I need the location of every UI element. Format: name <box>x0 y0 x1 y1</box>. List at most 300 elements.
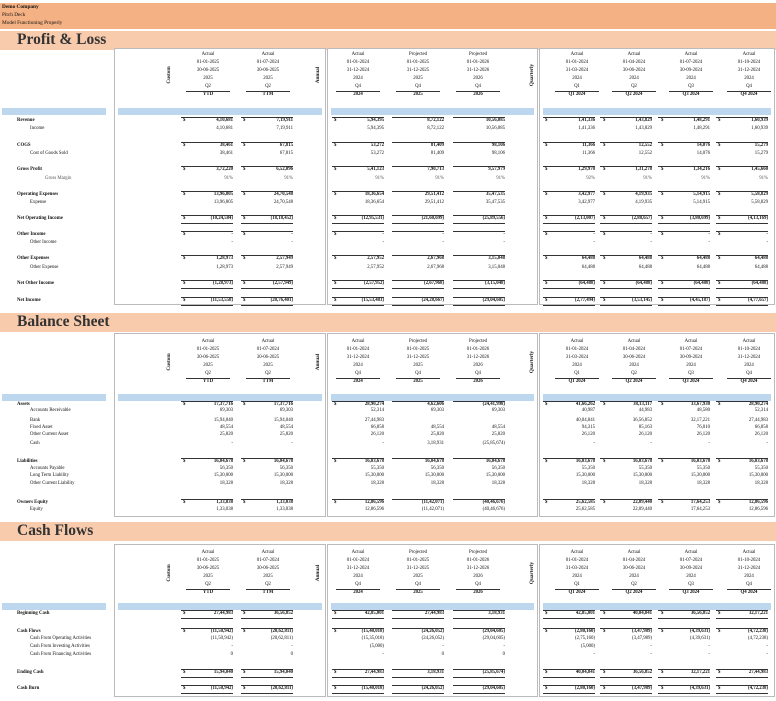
cell-value: 25,62,585 <box>575 500 595 505</box>
currency-sign: $ <box>603 298 606 303</box>
cell-rule <box>543 215 595 216</box>
cell-value: 17,37,716 <box>273 402 293 407</box>
currency-sign: $ <box>243 216 246 221</box>
cell-rule <box>332 297 384 298</box>
cell-rule <box>332 117 384 118</box>
cell-value: 15,30,000 <box>424 473 444 478</box>
cell-rule <box>392 288 444 289</box>
currency-sign: $ <box>603 611 606 616</box>
column-header: Q3 <box>688 371 694 376</box>
row-label: Other Expenses <box>17 256 50 261</box>
column-header: 01-01-2025 <box>406 60 430 65</box>
cell-rule <box>453 166 505 167</box>
column-underline <box>186 91 230 92</box>
currency-sign: $ <box>243 256 246 261</box>
cell-value: (2,57,949) <box>273 281 293 286</box>
cell-rule <box>181 142 233 143</box>
cell-rule <box>181 677 233 678</box>
currency-sign: $ <box>718 256 721 261</box>
column-header: 01-10-2024 <box>737 558 761 563</box>
cell-value: 25,62,585 <box>575 507 595 512</box>
column-header: Actual <box>570 52 584 57</box>
column-header: Projected <box>468 550 488 555</box>
cell-rule <box>332 280 384 281</box>
cell-value: 18,328 <box>581 481 595 486</box>
column-footer: 2024 <box>353 92 363 97</box>
cell-rule <box>600 280 652 281</box>
cell-rule <box>716 231 768 232</box>
cell-value: 18,328 <box>638 481 652 486</box>
cell-value: 55,350 <box>638 466 652 471</box>
column-header: 01-01-2024 <box>565 60 589 65</box>
currency-sign: $ <box>661 402 664 407</box>
currency-sign: $ <box>183 500 186 505</box>
currency-sign: $ <box>661 118 664 123</box>
currency-sign: $ <box>183 167 186 172</box>
currency-sign: $ <box>183 402 186 407</box>
cell-rule <box>658 401 710 402</box>
cell-value: 52,314 <box>370 408 384 413</box>
cell-rule <box>392 215 444 216</box>
cell-value: 7,19,911 <box>276 118 293 123</box>
cell-rule <box>600 142 652 143</box>
currency-sign: $ <box>545 298 548 303</box>
currency-sign: $ <box>545 459 548 464</box>
cell-value: 56,350 <box>219 466 233 471</box>
cell-value: 38,13,117 <box>633 402 652 407</box>
cell-value: (4,72,238) <box>748 636 768 641</box>
currency-sign: $ <box>603 118 606 123</box>
cell-value: (64,488) <box>635 281 652 286</box>
column-header: 01-10-2024 <box>737 60 761 65</box>
cell-rule <box>241 677 293 678</box>
cell-value: 12,86,596 <box>748 507 768 512</box>
column-footer: 2026 <box>473 92 483 97</box>
cell-value: 15,94,040 <box>273 670 293 675</box>
cell-value: 1,41,336 <box>578 118 595 123</box>
cell-value: 17,37,716 <box>213 402 233 407</box>
cell-rule <box>658 669 710 670</box>
currency-sign: $ <box>603 256 606 261</box>
cell-rule <box>332 215 384 216</box>
cell-rule <box>392 458 444 459</box>
cell-value: - <box>442 232 444 237</box>
cell-rule <box>716 297 768 298</box>
column-header: 31-12-2026 <box>466 566 490 571</box>
cell-value: (4,39,631) <box>690 636 710 641</box>
cell-value: (64,488) <box>578 281 595 286</box>
cell-value: 15,30,000 <box>273 473 293 478</box>
cell-value: 40,04,841 <box>632 611 652 616</box>
cell-value: 28,90,274 <box>748 402 768 407</box>
cell-value: (11,50,942) <box>210 636 233 641</box>
column-header: Actual <box>261 52 275 57</box>
currency-sign: $ <box>718 402 721 407</box>
cell-rule <box>241 610 293 611</box>
currency-sign: $ <box>661 256 664 261</box>
cell-value: 14,076 <box>696 151 710 156</box>
currency-sign: $ <box>661 611 664 616</box>
cell-rule <box>332 231 384 232</box>
cell-value: 18,36,654 <box>364 192 384 197</box>
currency-sign: $ <box>603 629 606 634</box>
row-label: Accounts Payable <box>30 466 65 471</box>
cell-value: 2,67,968 <box>427 256 444 261</box>
cell-value: 2,67,968 <box>427 265 444 270</box>
cell-rule <box>241 618 293 619</box>
column-footer: 2025 <box>413 379 423 384</box>
cell-value: 44,983 <box>638 408 652 413</box>
currency-sign: $ <box>545 143 548 148</box>
cell-value: 29,51,412 <box>424 192 444 197</box>
cell-rule <box>332 288 384 289</box>
cell-rule <box>453 288 505 289</box>
cell-value: 1,31,278 <box>635 167 652 172</box>
cell-value: 12,86,596 <box>748 500 768 505</box>
column-header: Q2 <box>265 84 271 89</box>
cell-rule <box>453 255 505 256</box>
cell-rule <box>332 669 384 670</box>
cell-value: 42,85,001 <box>364 611 384 616</box>
currency-sign: $ <box>334 500 337 505</box>
cell-rule <box>543 223 595 224</box>
row-label: COGS <box>17 143 31 148</box>
cell-value: 7,19,911 <box>276 126 293 131</box>
cell-value: 3,72,220 <box>216 167 233 172</box>
cell-value: 64,488 <box>696 265 710 270</box>
cell-rule <box>241 255 293 256</box>
cell-rule <box>241 191 293 192</box>
cell-value: 8,72,122 <box>427 118 444 123</box>
cell-value: - <box>291 240 293 245</box>
cell-rule <box>658 693 710 694</box>
cell-rule <box>332 628 384 629</box>
cell-rule <box>716 255 768 256</box>
cell-value: 10,56,085 <box>485 126 505 131</box>
cell-rule <box>543 288 595 289</box>
column-header: 30-06-2025 <box>196 566 220 571</box>
cell-value: 55,350 <box>754 466 768 471</box>
cell-rule <box>181 223 233 224</box>
row-label: Ending Cash <box>17 670 44 675</box>
cell-rule <box>600 297 652 298</box>
row-label: Bank <box>30 418 41 423</box>
cell-rule <box>658 685 710 686</box>
cell-rule <box>600 401 652 402</box>
currency-sign: $ <box>183 629 186 634</box>
cell-value: 53,272 <box>370 151 384 156</box>
cell-value: 91% <box>224 176 233 181</box>
cell-value: - <box>708 240 710 245</box>
cell-rule <box>181 297 233 298</box>
cell-value: 5,14,915 <box>693 200 710 205</box>
cell-value: 91% <box>375 176 384 181</box>
cell-value: (29,04,605) <box>482 298 505 303</box>
column-underline <box>246 91 290 92</box>
column-header: 01-01-2025 <box>196 60 220 65</box>
cell-value: 18,328 <box>491 481 505 486</box>
cell-rule <box>241 288 293 289</box>
row-label: Net Income <box>17 298 41 303</box>
cell-rule <box>453 231 505 232</box>
currency-sign: $ <box>661 216 664 221</box>
column-header: 31-12-2024 <box>346 68 370 73</box>
cell-rule <box>658 618 710 619</box>
cell-value: 1,28,973 <box>216 256 233 261</box>
row-label: Other Income <box>17 232 46 237</box>
column-header: Projected <box>408 52 428 57</box>
cell-rule <box>658 628 710 629</box>
cell-value: - <box>650 652 652 657</box>
deck-name: Pitch Deck <box>2 12 26 18</box>
cell-value: 27,44,983 <box>748 418 768 423</box>
cell-rule <box>716 458 768 459</box>
column-header: 01-01-2026 <box>466 558 490 563</box>
cell-value: 22,09,440 <box>632 507 652 512</box>
cell-value: 91% <box>284 176 293 181</box>
column-footer: Q1 2024 <box>568 379 586 384</box>
currency-sign: $ <box>603 192 606 197</box>
currency-sign: $ <box>545 611 548 616</box>
currency-sign: $ <box>545 629 548 634</box>
column-header: Q4 <box>415 84 421 89</box>
column-header: 2025 <box>263 76 273 81</box>
cell-value: - <box>650 644 652 649</box>
column-header: Q2 <box>205 582 211 587</box>
column-footer: 2024 <box>353 379 363 384</box>
cell-value: 26,120 <box>581 432 595 437</box>
cell-value: - <box>291 232 293 237</box>
column-footer: Q2 2024 <box>625 379 643 384</box>
column-header: 30-06-2025 <box>256 566 280 571</box>
column-underline <box>396 91 440 92</box>
cell-value: 18,328 <box>430 481 444 486</box>
column-header: Projected <box>468 52 488 57</box>
row-label: Revenue <box>17 118 35 123</box>
cell-value: (2,75,160) <box>575 636 595 641</box>
currency-sign: $ <box>334 281 337 286</box>
cell-value: 26,120 <box>696 432 710 437</box>
column-header: 01-01-2025 <box>196 347 220 352</box>
cell-value: 18,328 <box>754 481 768 486</box>
cell-rule <box>658 231 710 232</box>
cell-value: (24,26,052) <box>421 686 444 691</box>
column-footer: Q2 2024 <box>625 92 643 97</box>
panel-title-custom: Custom <box>166 66 172 84</box>
column-header: 2025 <box>203 574 213 579</box>
cell-value: 69,303 <box>279 408 293 413</box>
column-header: 2025 <box>203 76 213 81</box>
cell-value: 41,66,262 <box>575 402 595 407</box>
currency-sign: $ <box>334 298 337 303</box>
currency-sign: $ <box>718 192 721 197</box>
column-header: Actual <box>742 52 756 57</box>
currency-sign: $ <box>718 298 721 303</box>
column-header: Q4 <box>475 84 481 89</box>
cell-rule <box>658 610 710 611</box>
cell-value: 15,30,000 <box>364 473 384 478</box>
column-header: 2024 <box>744 363 754 368</box>
cell-rule <box>543 142 595 143</box>
column-header: 30-09-2024 <box>679 68 703 73</box>
cell-rule <box>716 677 768 678</box>
cell-value: 1,33,038 <box>276 500 293 505</box>
cell-value: 25,820 <box>279 432 293 437</box>
cell-value: 55,350 <box>696 466 710 471</box>
row-label: Expense <box>30 200 47 205</box>
cell-value: 91% <box>496 176 505 181</box>
column-header: 2024 <box>353 363 363 368</box>
cell-value: 25,820 <box>491 432 505 437</box>
currency-sign: $ <box>243 459 246 464</box>
cell-value: (11,42,071) <box>421 500 444 505</box>
cell-value: 52,314 <box>754 408 768 413</box>
currency-sign: $ <box>334 670 337 675</box>
cell-value: 1,45,660 <box>751 167 768 172</box>
cell-value: 64,488 <box>581 265 595 270</box>
cell-rule <box>392 305 444 306</box>
cell-rule <box>453 305 505 306</box>
panel-title-custom: Custom <box>166 353 172 371</box>
cell-value: (4,39,631) <box>690 629 710 634</box>
cell-value: 32,17,221 <box>690 418 710 423</box>
panel-title-quarterly: Quarterly <box>529 350 535 374</box>
column-underline <box>555 378 599 379</box>
cell-value: - <box>382 232 384 237</box>
cell-value: 91% <box>701 176 710 181</box>
currency-sign: $ <box>661 670 664 675</box>
cell-value: 18,328 <box>370 481 384 486</box>
cell-value: - <box>231 644 233 649</box>
column-footer: Q1 2024 <box>568 590 586 595</box>
cell-rule <box>543 677 595 678</box>
section-bar-left <box>2 603 106 610</box>
cell-value: 12,552 <box>638 151 652 156</box>
row-label: Cash Flows <box>17 629 41 634</box>
cell-value: (11,42,071) <box>421 507 444 512</box>
cell-rule <box>600 215 652 216</box>
column-header: 31-03-2024 <box>565 355 589 360</box>
company-header <box>0 3 776 29</box>
column-header: Actual <box>684 52 698 57</box>
cell-value: - <box>593 441 595 446</box>
cell-rule <box>392 166 444 167</box>
cell-value: 18,328 <box>696 481 710 486</box>
currency-sign: $ <box>661 629 664 634</box>
cell-rule <box>392 693 444 694</box>
cell-value: 12,86,596 <box>364 507 384 512</box>
cell-value: - <box>231 240 233 245</box>
cell-value: 38,461 <box>219 143 233 148</box>
row-label: Fixed Asset <box>30 425 53 430</box>
cell-rule <box>543 166 595 167</box>
currency-sign: $ <box>718 629 721 634</box>
panel-title-quarterly: Quarterly <box>529 63 535 87</box>
column-header: Q4 <box>355 84 361 89</box>
cell-value: 56,350 <box>279 466 293 471</box>
cell-value: 32,17,221 <box>690 670 710 675</box>
cell-value: 36,56,852 <box>690 611 710 616</box>
currency-sign: $ <box>718 281 721 286</box>
cell-value: 15,279 <box>754 151 768 156</box>
column-header: 31-12-2025 <box>406 68 430 73</box>
currency-sign: $ <box>243 686 246 691</box>
cell-value: (40,46,676) <box>482 507 505 512</box>
currency-sign: $ <box>183 670 186 675</box>
cell-value: 2,57,952 <box>367 265 384 270</box>
currency-sign: $ <box>334 143 337 148</box>
column-header: Actual <box>201 339 215 344</box>
cell-value: (64,488) <box>693 281 710 286</box>
section-band <box>0 522 776 541</box>
cell-value: (3,53,145) <box>632 298 652 303</box>
cell-value: 27,44,983 <box>364 418 384 423</box>
cell-value: 94,315 <box>581 425 595 430</box>
currency-sign: $ <box>661 192 664 197</box>
cell-rule <box>716 628 768 629</box>
cell-rule <box>453 685 505 686</box>
cell-value: (29,04,605) <box>482 686 505 691</box>
cell-rule <box>332 618 384 619</box>
column-underline <box>727 589 771 590</box>
cell-value: (3,47,989) <box>632 629 652 634</box>
cell-rule <box>181 166 233 167</box>
column-header: Q4 <box>415 371 421 376</box>
cell-value: (15,35,018) <box>361 636 384 641</box>
cell-value: 69,303 <box>430 408 444 413</box>
cell-value: - <box>231 232 233 237</box>
row-label: Other Current Asset <box>30 432 69 437</box>
cell-rule <box>181 191 233 192</box>
cell-value: - <box>382 240 384 245</box>
cell-rule <box>453 499 505 500</box>
cell-value: 11,366 <box>582 143 595 148</box>
cell-rule <box>241 499 293 500</box>
row-label: Cash From Investing Activities <box>30 644 90 649</box>
column-footer: 2025 <box>413 590 423 595</box>
cell-rule <box>241 669 293 670</box>
cell-value: (4,13,169) <box>748 216 768 221</box>
cell-value: - <box>766 644 768 649</box>
cell-value: (25,85,674) <box>482 670 505 675</box>
cell-rule <box>453 618 505 619</box>
cell-rule <box>658 191 710 192</box>
company-name: Demo Company <box>2 4 39 10</box>
column-header: 31-12-2026 <box>466 355 490 360</box>
cell-rule <box>600 458 652 459</box>
currency-sign: $ <box>603 670 606 675</box>
currency-sign: $ <box>718 459 721 464</box>
cell-rule <box>332 166 384 167</box>
row-label: Other Income <box>30 240 57 245</box>
cell-rule <box>392 297 444 298</box>
cell-value: 16,03,678 <box>575 459 595 464</box>
column-header: Q1 <box>574 84 580 89</box>
cell-value: 48,554 <box>219 425 233 430</box>
cell-value: 40,04,841 <box>575 418 595 423</box>
cell-rule <box>543 693 595 694</box>
cell-value: (3,47,989) <box>632 636 652 641</box>
cell-rule <box>453 191 505 192</box>
currency-sign: $ <box>545 500 548 505</box>
cell-value: 81,409 <box>430 143 444 148</box>
column-footer: TTM <box>262 590 274 595</box>
column-header: 01-01-2024 <box>346 347 370 352</box>
cell-value: (2,88,657) <box>632 216 652 221</box>
panel-title-quarterly: Quarterly <box>529 561 535 585</box>
cell-value: 1,60,939 <box>751 118 768 123</box>
cell-value: 26,120 <box>638 432 652 437</box>
